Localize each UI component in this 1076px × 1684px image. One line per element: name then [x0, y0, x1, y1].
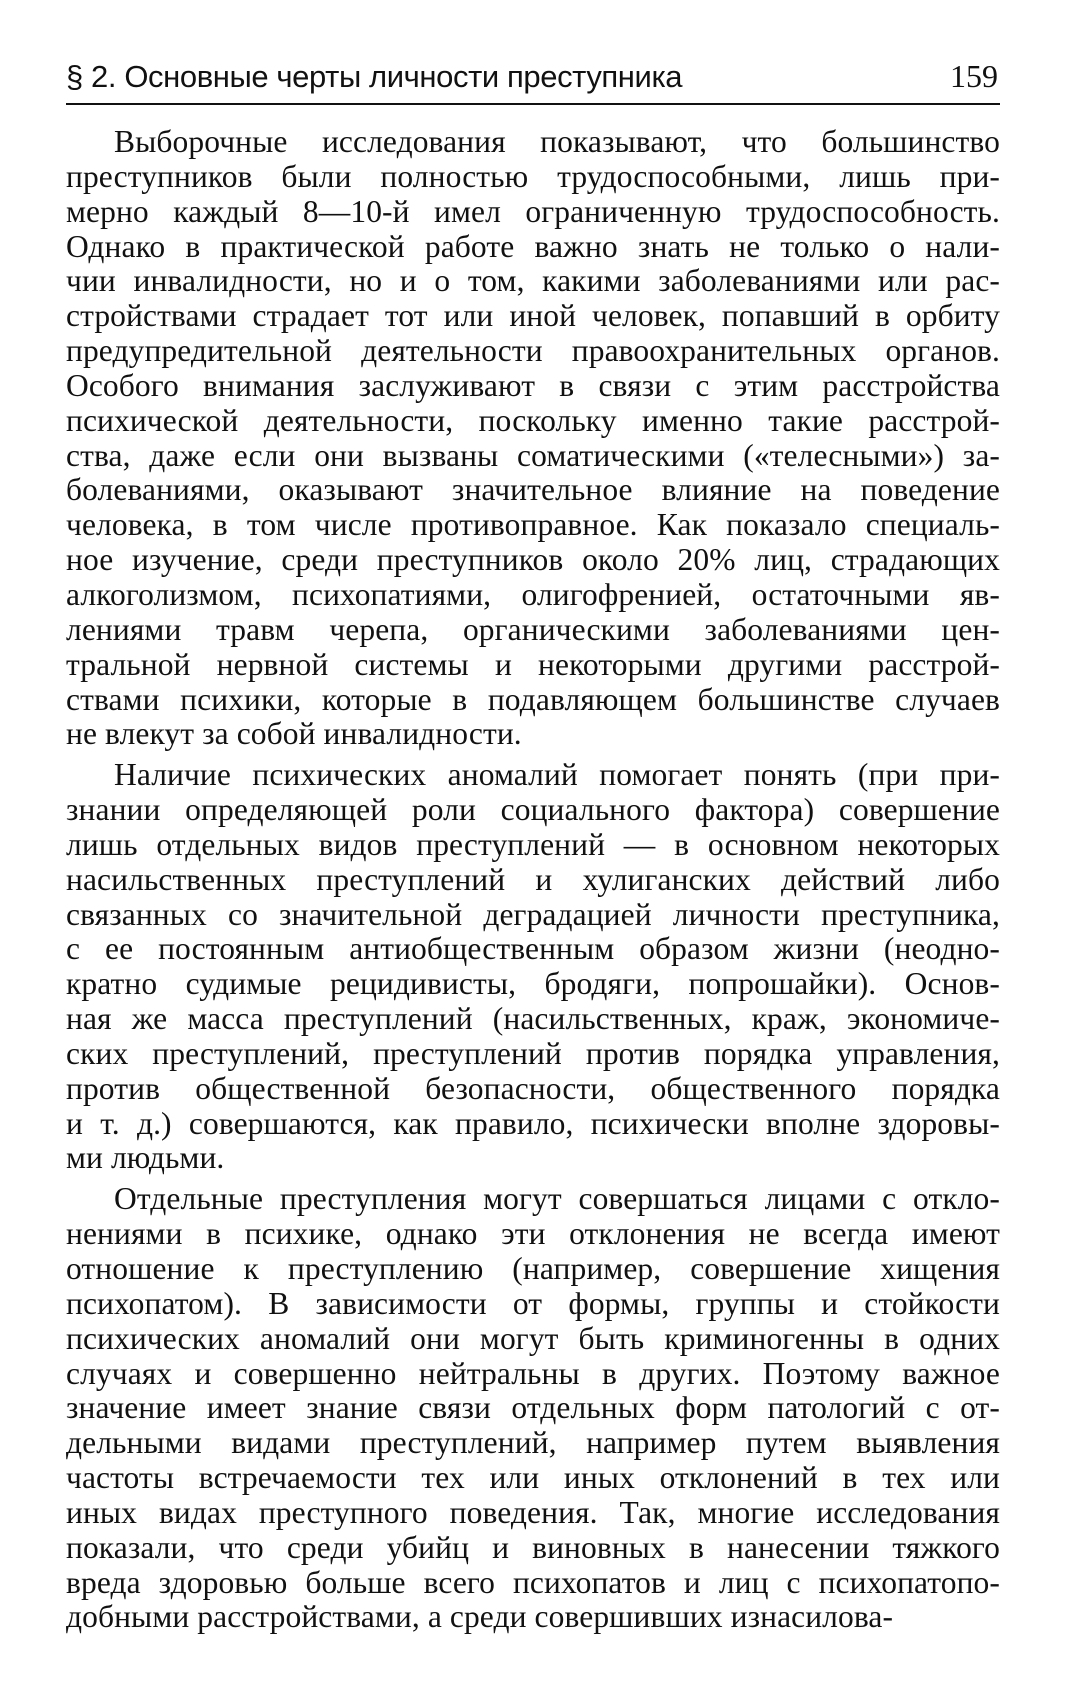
body-text: [66, 125, 1000, 1635]
text-line: Выборочные исследования показывают, что большинство: [114, 124, 1000, 159]
text-line: психопатом). В зависимости от формы, группы и стойкости: [66, 1285, 1000, 1321]
text-line: показали, что среди убийц и виновных в нанесении тяжкого: [66, 1529, 1000, 1565]
text-line: нениями в психике, однако эти отклонения не всегда имеют: [66, 1216, 1000, 1252]
text-line: добными расстройствами, а среди совершивших изнасилова-: [66, 1599, 894, 1635]
paragraph-2: [66, 758, 1000, 1176]
text-line: ства, даже если они вызваны соматическими («телесными») за-: [66, 437, 1000, 473]
text-line: знании определяющей роли социального фактора) совершение: [66, 792, 1000, 828]
text-line: лишь отдельных видов преступлений — в основном некоторых: [66, 826, 1000, 862]
paragraph-1: [66, 125, 1000, 752]
text-line: человека, в том числе противоправное. Как показало специаль-: [66, 507, 1000, 543]
text-line: частоты встречаемости тех или иных отклонений в тех или: [66, 1460, 1000, 1496]
text-line: психических аномалий они могут быть криминогенны в одних: [66, 1320, 1000, 1356]
text-line: чии инвалидности, но и о том, какими заболеваниями или рас-: [66, 263, 1000, 299]
text-line: случаях и совершенно нейтральны в других. Поэтому важное: [66, 1355, 1000, 1391]
running-header: [66, 56, 1000, 105]
text-line: ствами психики, которые в подавляющем большинстве случаев: [66, 681, 1000, 717]
page-number: 159: [950, 58, 998, 94]
text-line: значение имеет знание связи отдельных форм патологий с от-: [66, 1390, 1000, 1426]
text-line: Особого внимания заслуживают в связи с этим расстройства: [66, 367, 1000, 403]
text-line: кратно судимые рецидивисты, бродяги, попрошайки). Основ-: [66, 966, 1000, 1002]
text-line: тральной нервной системы и некоторыми другими расстрой-: [66, 646, 1000, 682]
text-line: лениями травм черепа, органическими заболеваниями цен-: [66, 611, 1000, 647]
text-line: преступников были полностью трудоспособными, лишь при-: [66, 158, 1000, 194]
text-line: связанных со значительной деградацией личности преступника,: [66, 896, 1000, 932]
text-line: ских преступлений, преступлений против порядка управления,: [66, 1035, 1000, 1071]
section-title: § 2. Основные черты личности преступника: [66, 59, 683, 94]
text-line: мерно каждый 8—10-й имел ограниченную трудоспособность.: [66, 193, 1000, 229]
text-line: болеваниями, оказывают значительное влияние на поведение: [66, 472, 1000, 508]
text-line: Отдельные преступления могут совершаться лицами с откло-: [114, 1181, 1000, 1217]
text-line: дельными видами преступлений, например путем выявления: [66, 1425, 1000, 1461]
text-line: вреда здоровью больше всего психопатов и лиц с психопатопо-: [66, 1564, 1000, 1600]
text-line: с ее постоянным антиобщественным образом жизни (неодно-: [66, 931, 1000, 967]
text-line: алкоголизмом, психопатиями, олигофренией, остаточными яв-: [66, 576, 1000, 612]
text-line: Наличие психических аномалий помогает понять (при при-: [114, 757, 1000, 793]
text-line: иных видах преступного поведения. Так, многие исследования: [66, 1494, 1000, 1530]
text-line: против общественной безопасности, общественного порядка: [66, 1070, 1000, 1106]
text-line: ное изучение, среди преступников около 20% лиц, страдающих: [66, 542, 1000, 578]
text-line: ми людьми.: [66, 1140, 225, 1176]
book-page: [66, 56, 1000, 1635]
text-line: предупредительной деятельности правоохранительных органов.: [66, 333, 1000, 369]
text-line: не влекут за собой инвалидности.: [66, 716, 522, 752]
text-line: отношение к преступлению (например, совершение хищения: [66, 1251, 1000, 1286]
text-line: и т. д.) совершаются, как правило, психически вполне здоровы-: [66, 1105, 1000, 1141]
text-line: Однако в практической работе важно знать не только о нали-: [66, 228, 1000, 264]
text-line: насильственных преступлений и хулиганских действий либо: [66, 861, 1000, 897]
text-line: ная же масса преступлений (насильственных, краж, экономиче-: [66, 1001, 1000, 1037]
text-line: стройствами страдает тот или иной человек, попавший в орбиту: [66, 298, 1000, 334]
text-line: психической деятельности, поскольку именно такие расстрой-: [66, 402, 1000, 438]
paragraph-3: [66, 1182, 1000, 1635]
